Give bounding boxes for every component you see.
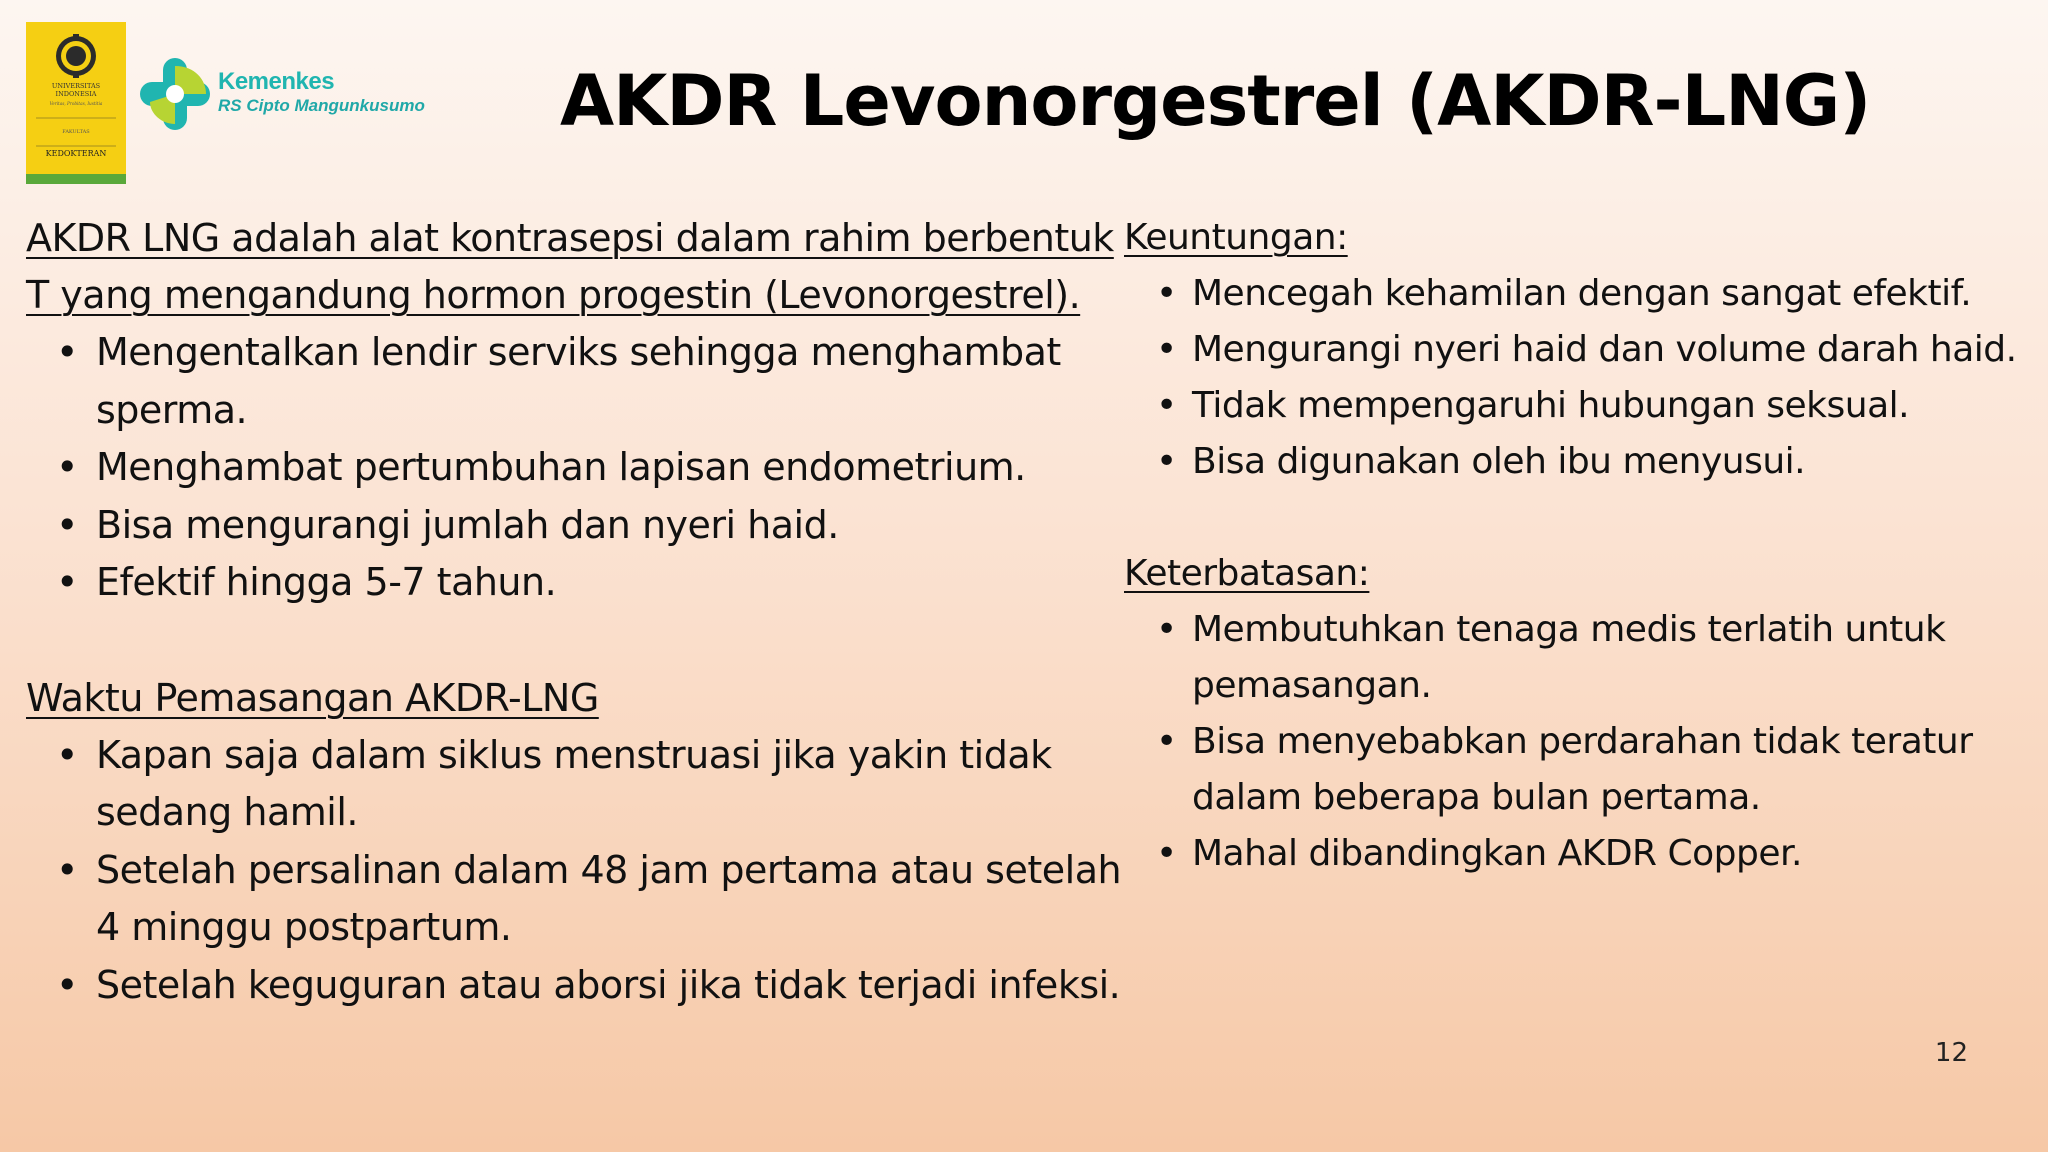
- list-item: • Tidak mempengaruhi hubungan seksual.: [1124, 378, 2034, 434]
- list-item: • Membutuhkan tenaga medis terlatih untuk pemasangan.: [1124, 602, 2034, 714]
- intro-list: [26, 324, 1126, 612]
- ui-line2: INDONESIA: [55, 90, 97, 98]
- list-item: • Setelah persalinan dalam 48 jam pertama atau setelah 4 minggu postpartum.: [26, 842, 1126, 957]
- ui-motto: Veritas, Probitas, Iustitia: [49, 101, 103, 106]
- list-item: • Setelah keguguran atau aborsi jika tidak terjadi infeksi.: [26, 957, 1126, 1015]
- list-item: • Mahal dibandingkan AKDR Copper.: [1124, 826, 2034, 882]
- slide-title: AKDR Levonorgestrel (AKDR-LNG): [560, 60, 1871, 142]
- list-item: • Efektif hingga 5-7 tahun.: [26, 554, 1126, 612]
- ui-line1: UNIVERSITAS: [51, 82, 101, 90]
- list-item: • Bisa menyebabkan perdarahan tidak teratur dalam beberapa bulan pertama.: [1124, 714, 2034, 826]
- left-column: [26, 210, 1126, 1014]
- list-item: • Menghambat pertumbuhan lapisan endometrium.: [26, 439, 1126, 497]
- kemenkes-cross-icon: [140, 56, 210, 132]
- ui-faculty: KEDOKTERAN: [45, 149, 107, 158]
- list-item: • Mencegah kehamilan dengan sangat efektif.: [1124, 266, 2034, 322]
- timing-heading: Waktu Pemasangan AKDR-LNG: [26, 675, 599, 720]
- right-column: [1124, 210, 2034, 882]
- list-item: • Mengentalkan lendir serviks sehingga menghambat sperma.: [26, 324, 1126, 439]
- intro-heading: AKDR LNG adalah alat kontrasepsi dalam rahim berbentuk T yang mengandung hormon progestin (Levonorgestrel).: [26, 216, 1114, 317]
- advantages-list: [1124, 266, 2034, 490]
- limitations-heading: Keterbatasan:: [1124, 553, 1370, 594]
- advantages-heading: Keuntungan:: [1124, 217, 1348, 258]
- page-number: 12: [1934, 1038, 1968, 1068]
- kemenkes-subtitle: RS Cipto Mangunkusumo: [218, 96, 425, 115]
- list-item: • Bisa digunakan oleh ibu menyusui.: [1124, 434, 2034, 490]
- timing-list: [26, 727, 1126, 1015]
- universitas-indonesia-logo: [26, 22, 126, 184]
- limitations-list: [1124, 602, 2034, 882]
- kemenkes-name: Kemenkes: [218, 68, 335, 95]
- list-item: • Kapan saja dalam siklus menstruasi jika yakin tidak sedang hamil.: [26, 727, 1126, 842]
- list-item: • Mengurangi nyeri haid dan volume darah haid.: [1124, 322, 2034, 378]
- list-item: • Bisa mengurangi jumlah dan nyeri haid.: [26, 497, 1126, 555]
- kemenkes-rscm-logo: [140, 56, 450, 136]
- ui-faculty-label: FAKULTAS: [62, 129, 90, 135]
